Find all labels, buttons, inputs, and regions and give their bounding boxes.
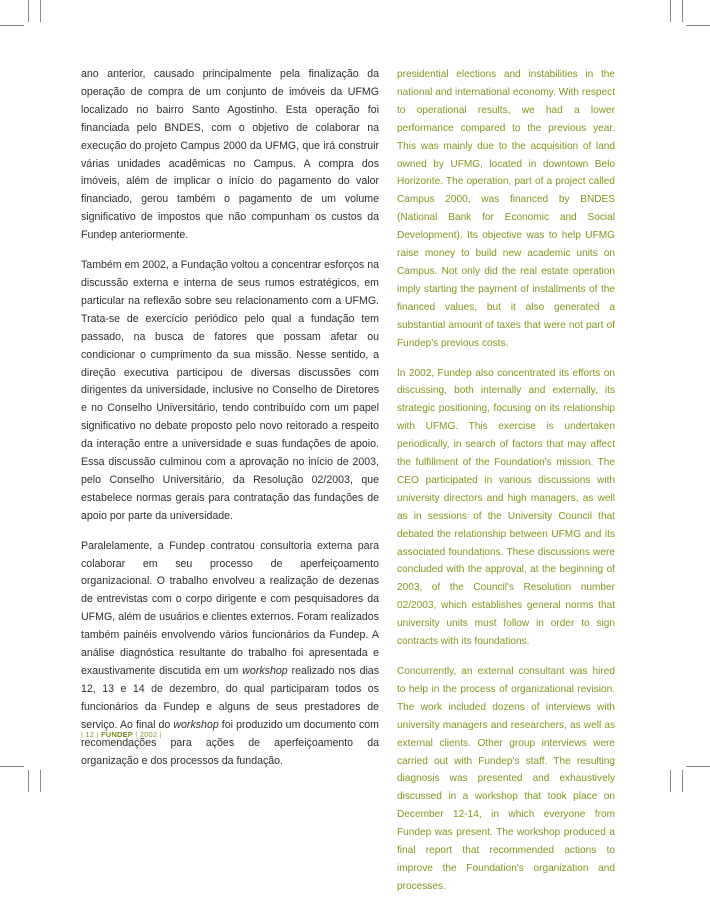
pt-workshop-term: workshop bbox=[242, 665, 288, 677]
english-text-column bbox=[397, 66, 615, 908]
pt-paragraph-3-part-b: realizado nos dias 12, 13 e 14 de dezembro, do qual participaram todos os funcionários da Fundep e alguns de seus prestadores de serviço. Ao final do bbox=[81, 665, 379, 731]
crop-mark-bottom-right-v2 bbox=[682, 770, 683, 792]
crop-mark-top-left-v2 bbox=[40, 0, 41, 22]
en-paragraph-1: presidential elections and instabilities in the national and international economy. With respect to operational results, we had a lower performance compared to the previous year. This was mainly due to the acquisition of land owned by UFMG, located in downtown Belo Horizonte. The operation, part of a project called Campus 2000, was financed by BNDES (National Bank for Economic and Social Development). Its objective was to help UFMG raise money to build new academic units on Campus. Not only did the real estate operation imply starting the payment of installments of the financed values, but it also generated a substantial amount of taxes that were not part of Fundep's previous costs. bbox=[397, 69, 615, 349]
footer-separator: | bbox=[159, 730, 162, 739]
crop-mark-top-right-h bbox=[686, 25, 710, 26]
page-footer bbox=[81, 730, 162, 739]
footer-separator: | bbox=[81, 730, 84, 739]
crop-mark-top-left-v bbox=[28, 0, 29, 22]
en-paragraph-3: Concurrently, an external consultant was hired to help in the process of organizational revision. The work included dozens of interviews with university managers and researchers, as well as external clients. Other group interviews were carried out with Fundep's staff. The resulting diagnosis was presented and exhaustively discussed in a workshop that took place on December 12-14, in which everyone from Fundep was present. The workshop produced a final report that recommended actions to improve the Foundation's organization and processes. bbox=[397, 666, 615, 892]
page-number: 12 bbox=[85, 730, 95, 739]
crop-mark-bottom-left-v2 bbox=[40, 770, 41, 792]
crop-mark-top-right-v bbox=[670, 0, 671, 22]
en-paragraph-2: In 2002, Fundep also concentrated its efforts on discussing, both internally and externally, its strategic positioning, focusing on its relationship with UFMG. This exercise is undertaken periodically, in search of factors that may affect the fulfillment of the Foundation's mission. The CEO participated in various discussions with university directors and high managers, as well as in sessions of the University Council that debated the relationship between UFMG and its associated foundations. These discussions were concluded with the approval, at the beginning of 2003, of the Council's Resolution number 02/2003, which establishes general norms that university units must follow in order to sign contracts with its foundations. bbox=[397, 367, 615, 648]
crop-mark-bottom-left-h bbox=[0, 766, 24, 767]
pt-paragraph-3-part-a: Paralelamente, a Fundep contratou consultoria externa para colaborar em seu processo de aperfeiçoamento organizacional. O trabalho envolveu a realização de dezenas de entrevistas com o corpo dirigente e com pesquisadores da UFMG, além de usuários e clientes externos. Foram realizados também painéis envolvendo vários funcionários da Fundep. A análise diagnóstica resultante do trabalho foi apresentada e exaustivamente discutida em um bbox=[81, 539, 379, 677]
crop-mark-top-right-v2 bbox=[682, 0, 683, 22]
footer-year: 2002 bbox=[139, 730, 158, 739]
crop-mark-bottom-right-v bbox=[670, 770, 671, 792]
crop-mark-bottom-left-v bbox=[28, 770, 29, 792]
crop-mark-top-left-h bbox=[0, 25, 24, 26]
pt-paragraph-1: ano anterior, causado principalmente pela finalização da operação de compra de um conjunto de imóveis da UFMG localizado no bairro Santo Agostinho. Esta operação foi financiada pelo BNDES, com o objetivo de colaborar na execução do projeto Campus 2000 da UFMG, que irá construir várias unidades acadêmicas no Campus. A compra dos imóveis, além de implicar o início do pagamento do valor financiado, gerou também o pagamento de um volume significativo de impostos que não compunham os custos da Fundep anteriormente. bbox=[81, 68, 379, 242]
footer-separator: | bbox=[135, 730, 138, 739]
pt-paragraph-3-part-c: foi produzido um documento com recomendações para ações de aperfeiçoamento da organização e dos processos da fundação. bbox=[81, 718, 379, 767]
footer-brand: FUNDEP bbox=[100, 730, 133, 739]
pt-paragraph-2: Também em 2002, a Fundação voltou a concentrar esforços na discussão externa e interna de seus rumos estratégicos, em particular na reflexão sobre seu relacionamento com a UFMG. Trata-se de exercício periódico pelo qual a fundação tem passado, na busca de fatores que possam afetar ou condicionar o cumprimento da sua missão. Nesse sentido, a direção executiva participou de diversas discussões com dirigentes da universidade, inclusive no Conselho de Diretores e no Conselho Universitário, tendo contribuído com um papel significativo no debate proposto pelo novo reitorado a respeito da interação entre a universidade e suas fundações de apoio. Essa discussão culminou com a aprovação no início de 2003, pelo Conselho Universitário, da Resolução 02/2003, que estabelece normas gerais para contratação das fundações de apoio por parte da universidade. bbox=[81, 259, 379, 522]
footer-separator: | bbox=[96, 730, 99, 739]
crop-mark-bottom-right-h bbox=[686, 766, 710, 767]
pt-workshop-term-2: workshop bbox=[173, 718, 219, 731]
portuguese-text-column bbox=[81, 66, 379, 782]
